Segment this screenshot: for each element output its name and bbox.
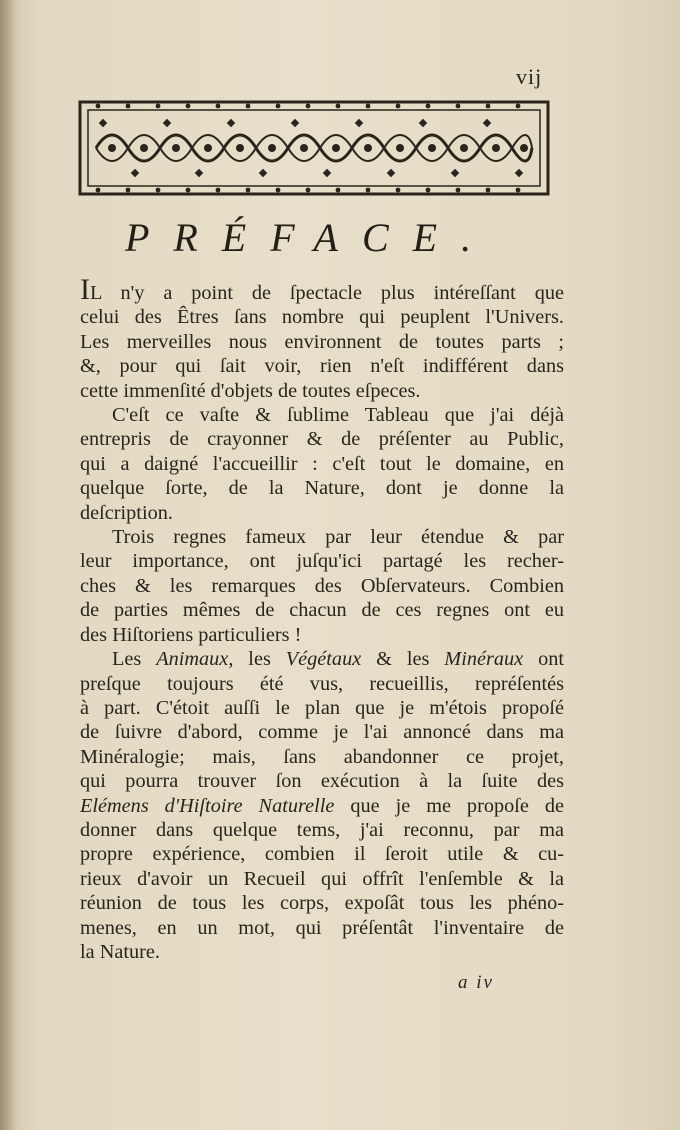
text-line: de ſuivre d'abord, comme je l'ai annoncé dans ma (80, 721, 564, 744)
text-line: Minéralogie; mais, ſans abandonner ce projet, (80, 745, 564, 768)
text-line: propre expérience, combien il ſeroit utile & cu- (80, 843, 564, 866)
printer-ornament-band-icon (78, 96, 550, 200)
text-line: quelque ſorte, de la Nature, dont je donne la (80, 477, 564, 500)
text-line: rieux d'avoir un Recueil qui offrît l'enſemble & la (80, 867, 564, 890)
text-line: menes, en un mot, qui préſentât l'inventaire de (80, 916, 564, 939)
text-line: qui pourra trouver ſon exécution à la ſuite des (80, 770, 564, 793)
text-line: &, pour qui ſait voir, rien n'eſt indifférent dans (80, 355, 564, 378)
text-line: preſque toujours été vus, recueillis, repréſentés (80, 672, 564, 695)
text-line: Les Animaux, les Végétaux & les Minéraux ont (112, 648, 564, 671)
signature-mark: a iv (458, 972, 494, 993)
text-line: Les merveilles nous environnent de toutes parts ; (80, 330, 564, 353)
page-title: PRÉFACE. (124, 215, 496, 260)
text-line: Elémens d'Hiſtoire Naturelle que je me propoſe de (80, 794, 564, 817)
text-line: qui a daigné l'accueillir : c'eſt tout le domaine, en (80, 452, 564, 475)
text-line: celui des Êtres ſans nombre qui peuplent l'Univers. (80, 306, 564, 329)
text-line: cette immenſité d'objets de toutes eſpeces. (80, 379, 421, 402)
text-line: deſcription. (80, 501, 173, 524)
text-line: leur importance, ont juſqu'ici partagé les recher- (80, 550, 564, 573)
text-line: entrepris de crayonner & de préſenter au Public, (80, 428, 564, 451)
text-line: réunion de tous les corps, expoſât tous les phéno- (80, 892, 564, 915)
body-text (80, 273, 564, 964)
text-line: Trois regnes fameux par leur étendue & par (112, 526, 564, 549)
text-line: IL n'y a point de ſpectacle plus intéreſſant que (80, 273, 564, 306)
text-line: ches & les remarques des Obſervateurs. Combien (80, 574, 564, 597)
page-number: vij (516, 64, 543, 89)
text-line: de parties mêmes de chacun de ces regnes ont eu (80, 599, 564, 622)
gutter-shadow (0, 0, 18, 1130)
text-line: la Nature. (80, 940, 160, 963)
drop-cap: I (80, 273, 90, 306)
text-line: à part. C'étoit auſſi le plan que je m'étois propoſé (80, 696, 564, 719)
text-line: des Hiſtoriens particuliers ! (80, 623, 302, 646)
text-line: C'eſt ce vaſte & ſublime Tableau que j'ai déjà (112, 404, 564, 427)
text-line: donner dans quelque tems, j'ai reconnu, par ma (80, 818, 564, 841)
